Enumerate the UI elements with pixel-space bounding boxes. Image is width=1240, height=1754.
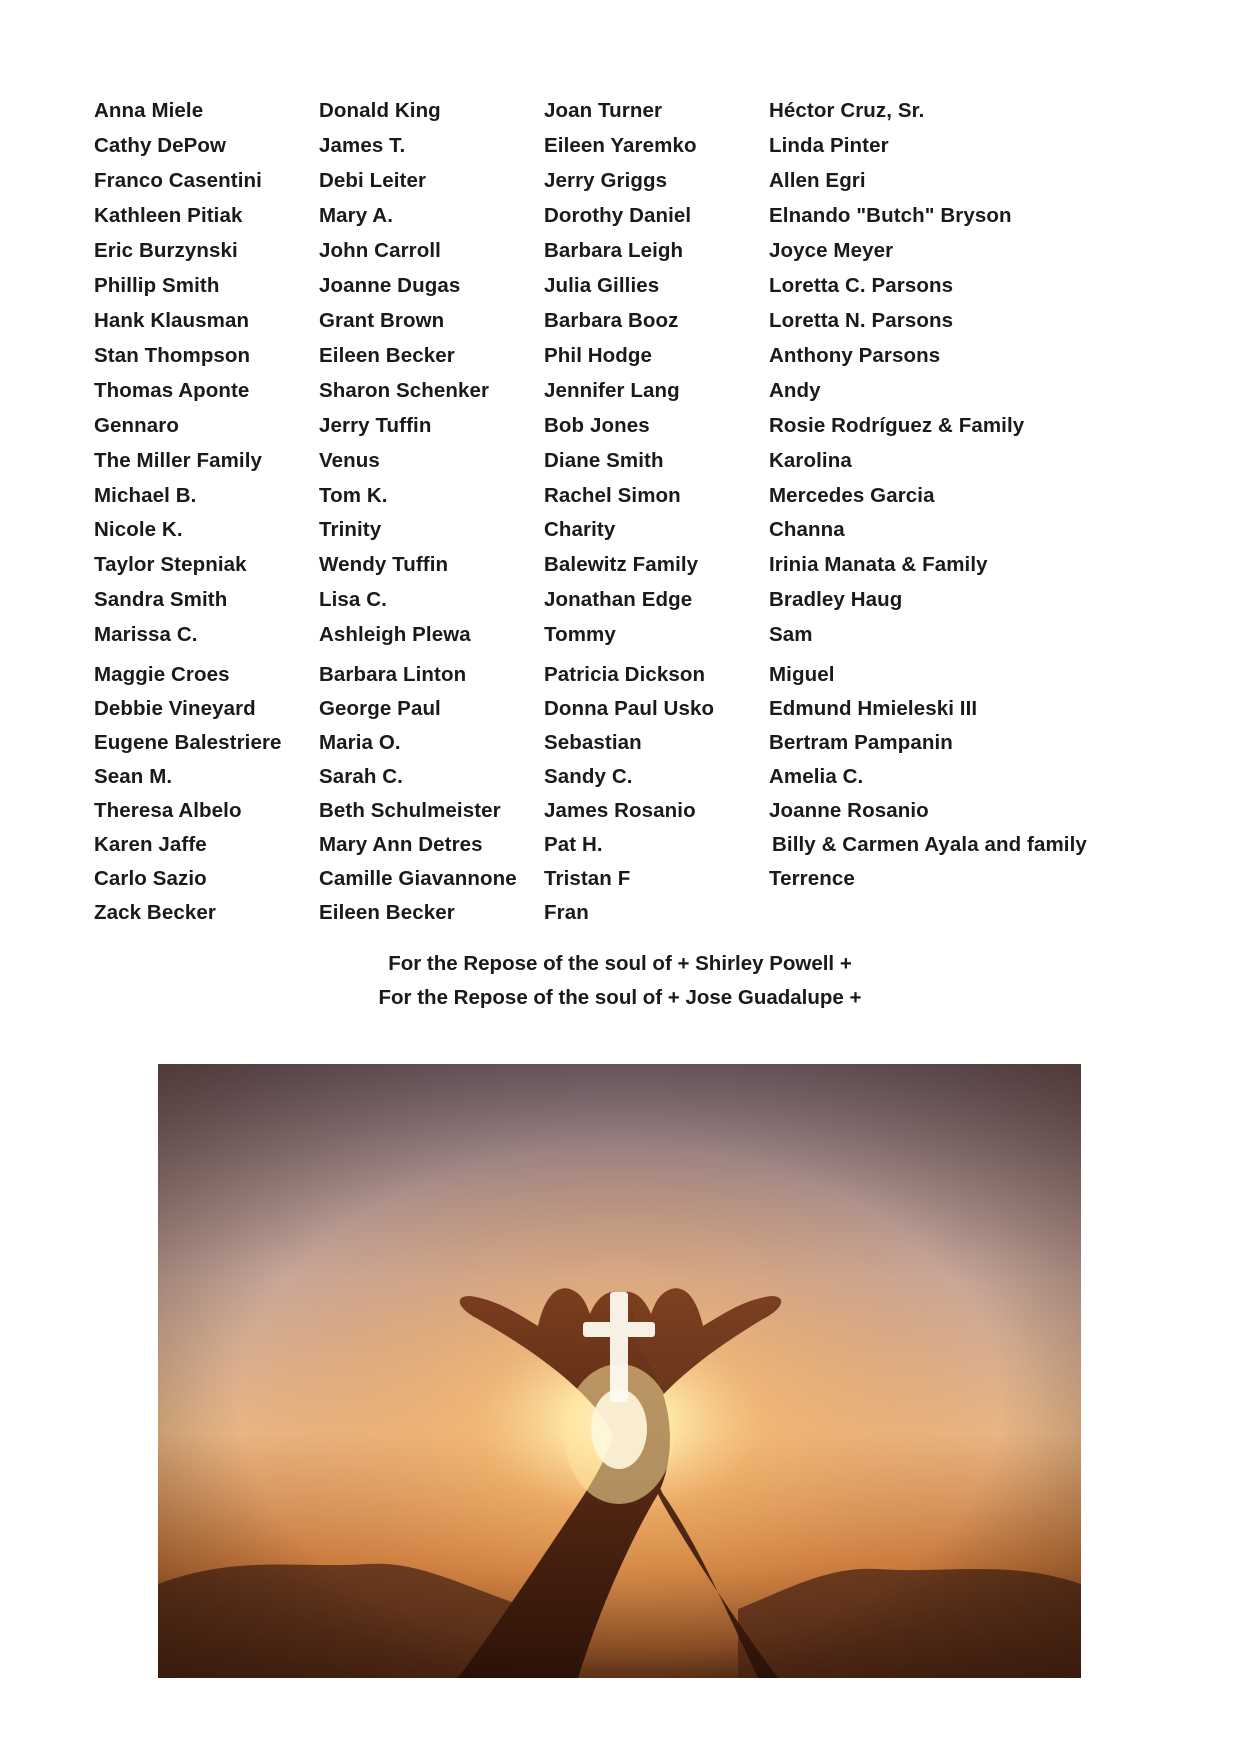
name-row <box>94 658 1154 692</box>
prayer-name: Sarah C. <box>319 765 403 788</box>
prayer-name: Eric Burzynski <box>94 239 238 262</box>
prayer-list <box>94 94 1154 934</box>
prayer-name: Edmund Hmieleski III <box>769 697 978 720</box>
prayer-name: Maria O. <box>319 731 401 754</box>
name-row <box>94 896 1154 930</box>
prayer-name: Diane Smith <box>544 449 664 472</box>
name-row <box>94 234 1154 268</box>
prayer-name: Wendy Tuffin <box>319 553 449 576</box>
prayer-name: Phil Hodge <box>544 344 653 367</box>
prayer-name: Nicole K. <box>94 518 183 541</box>
prayer-name: Loretta N. Parsons <box>769 309 954 332</box>
name-row <box>94 862 1154 896</box>
prayer-name: Bertram Pampanin <box>769 731 953 754</box>
name-row <box>94 726 1154 760</box>
prayer-name: Barbara Leigh <box>544 239 684 262</box>
prayer-name: Hank Klausman <box>94 309 250 332</box>
prayer-name: Debi Leiter <box>319 169 427 192</box>
name-row <box>94 828 1154 862</box>
prayer-name: Miguel <box>769 663 835 686</box>
prayer-name: Dorothy Daniel <box>544 204 692 227</box>
prayer-name: Carlo Sazio <box>94 867 207 890</box>
prayer-name: Anthony Parsons <box>769 344 941 367</box>
prayer-name: Donna Paul Usko <box>544 697 715 720</box>
prayer-name: Karen Jaffe <box>94 833 207 856</box>
name-row <box>94 618 1154 652</box>
name-row <box>94 794 1154 828</box>
prayer-name: Bob Jones <box>544 414 650 437</box>
prayer-name: Héctor Cruz, Sr. <box>769 99 925 122</box>
prayer-name: Debbie Vineyard <box>94 697 256 720</box>
prayer-name: Barbara Linton <box>319 663 467 686</box>
prayer-name: Sandy C. <box>544 765 633 788</box>
prayer-name: Kathleen Pitiak <box>94 204 243 227</box>
prayer-name: Stan Thompson <box>94 344 251 367</box>
prayer-name: Terrence <box>769 867 855 890</box>
prayer-name: Sharon Schenker <box>319 379 490 402</box>
name-row <box>94 164 1154 198</box>
prayer-name: Phillip Smith <box>94 274 220 297</box>
prayer-name: Camille Giavannone <box>319 867 517 890</box>
prayer-name: Joanne Dugas <box>319 274 461 297</box>
prayer-name: Eileen Becker <box>319 901 455 924</box>
name-row <box>94 374 1154 408</box>
prayer-name: Franco Casentini <box>94 169 262 192</box>
prayer-name: Theresa Albelo <box>94 799 242 822</box>
name-row <box>94 269 1154 303</box>
prayer-name: Fran <box>544 901 589 924</box>
prayer-name: Pat H. <box>544 833 603 856</box>
repose-line-1: For the Repose of the soul of + Shirley Powell + <box>388 952 852 975</box>
prayer-name: Venus <box>319 449 380 472</box>
prayer-name: Jerry Tuffin <box>319 414 432 437</box>
prayer-name: Michael B. <box>94 484 197 507</box>
prayer-name: Ashleigh Plewa <box>319 623 471 646</box>
prayer-name: Sandra Smith <box>94 588 228 611</box>
prayer-name: Anna Miele <box>94 99 204 122</box>
prayer-name: Julia Gillies <box>544 274 660 297</box>
name-row <box>94 94 1154 128</box>
prayer-name: Zack Becker <box>94 901 216 924</box>
prayer-name: Elnando "Butch" Bryson <box>769 204 1012 227</box>
prayer-name: Cathy DePow <box>94 134 227 157</box>
prayer-name: James Rosanio <box>544 799 696 822</box>
prayer-name: Tom K. <box>319 484 388 507</box>
prayer-name: Mary A. <box>319 204 393 227</box>
prayer-name: Karolina <box>769 449 852 472</box>
prayer-name: Trinity <box>319 518 382 541</box>
name-row <box>94 129 1154 163</box>
prayer-name: Sean M. <box>94 765 173 788</box>
prayer-name: James T. <box>319 134 406 157</box>
prayer-name: Joyce Meyer <box>769 239 894 262</box>
name-row <box>94 548 1154 582</box>
prayer-name: Tommy <box>544 623 616 646</box>
prayer-name: Allen Egri <box>769 169 866 192</box>
prayer-name: Taylor Stepniak <box>94 553 247 576</box>
prayer-name: Channa <box>769 518 845 541</box>
name-row <box>94 199 1154 233</box>
prayer-name: Jonathan Edge <box>544 588 693 611</box>
prayer-name: Barbara Booz <box>544 309 679 332</box>
name-row <box>94 760 1154 794</box>
prayer-name: The Miller Family <box>94 449 263 472</box>
prayer-name: Jerry Griggs <box>544 169 668 192</box>
prayer-name: Mary Ann Detres <box>319 833 483 856</box>
prayer-name: John Carroll <box>319 239 441 262</box>
prayer-name: Eileen Becker <box>319 344 455 367</box>
prayer-name: Amelia C. <box>769 765 864 788</box>
prayer-name: Eugene Balestriere <box>94 731 282 754</box>
name-row <box>94 339 1154 373</box>
prayer-name: Sebastian <box>544 731 642 754</box>
praying-hands-cross-photo <box>158 1064 1081 1678</box>
prayer-name: Charity <box>544 518 616 541</box>
name-row <box>94 304 1154 338</box>
prayer-name: Jennifer Lang <box>544 379 680 402</box>
prayer-name: Billy & Carmen Ayala and family <box>772 833 1087 856</box>
prayer-name: Maggie Croes <box>94 663 230 686</box>
prayer-name: Linda Pinter <box>769 134 889 157</box>
prayer-name: Thomas Aponte <box>94 379 250 402</box>
name-row <box>94 513 1154 547</box>
prayer-name: Eileen Yaremko <box>544 134 697 157</box>
name-row <box>94 409 1154 443</box>
repose-line-2: For the Repose of the soul of + Jose Guadalupe + <box>378 986 862 1009</box>
prayer-name: Beth Schulmeister <box>319 799 501 822</box>
prayer-name: Bradley Haug <box>769 588 903 611</box>
prayer-name: Irinia Manata & Family <box>769 553 988 576</box>
prayer-name: Donald King <box>319 99 441 122</box>
prayer-name: Grant Brown <box>319 309 445 332</box>
name-row <box>94 444 1154 478</box>
prayer-name: Gennaro <box>94 414 179 437</box>
prayer-name: Rosie Rodríguez & Family <box>769 414 1025 437</box>
name-row <box>94 479 1154 513</box>
prayer-name: Sam <box>769 623 813 646</box>
prayer-name: Andy <box>769 379 821 402</box>
prayer-name: Tristan F <box>544 867 631 890</box>
prayer-name: Joan Turner <box>544 99 663 122</box>
prayer-name: Joanne Rosanio <box>769 799 929 822</box>
prayer-name: Rachel Simon <box>544 484 681 507</box>
prayer-name: Balewitz Family <box>544 553 699 576</box>
name-row <box>94 583 1154 617</box>
prayer-name: Marissa C. <box>94 623 198 646</box>
prayer-name: George Paul <box>319 697 441 720</box>
prayer-name: Mercedes Garcia <box>769 484 935 507</box>
prayer-name: Patricia Dickson <box>544 663 706 686</box>
prayer-name: Lisa C. <box>319 588 387 611</box>
name-row <box>94 692 1154 726</box>
prayer-name: Loretta C. Parsons <box>769 274 954 297</box>
